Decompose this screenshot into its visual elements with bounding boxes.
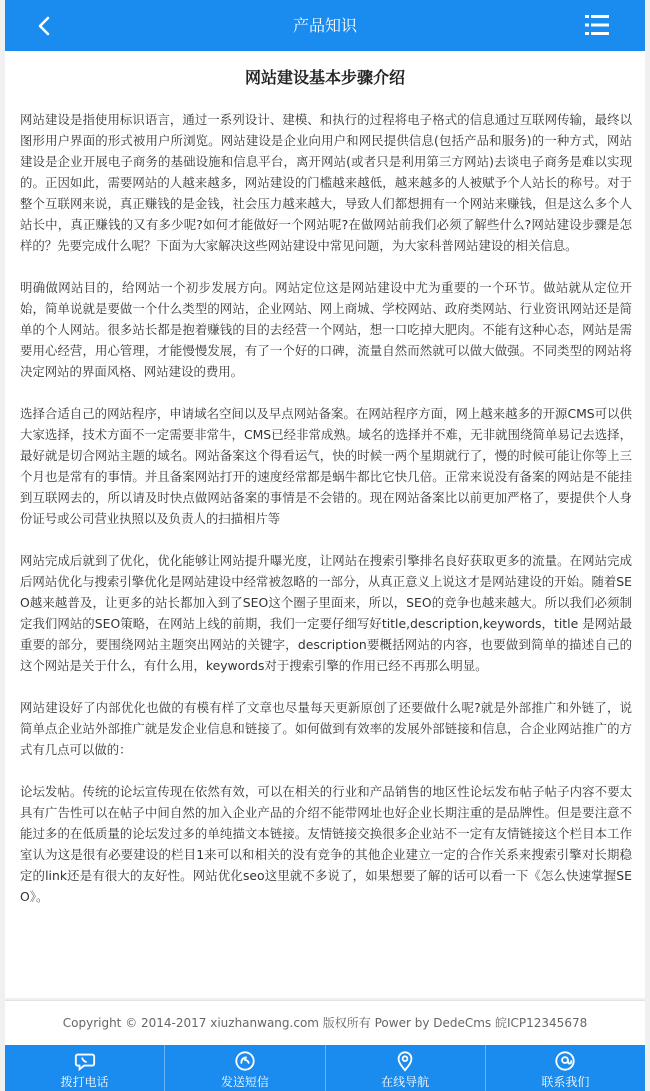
nav-map-button[interactable] [325,1045,485,1091]
article-paragraph: 网站完成后就到了优化，优化能够让网站提升曝光度，让网站在搜索引擎排名良好获取更多的流量。在网站完成后网站优化与搜索引擎优化是网站建设中经常被忽略的一部分，从真正意义上说这才是网站建设的开始。随着SEO越来越普及，让更多的站长都加入到了SEO这个圈子里面来，所以，SEO的竞争也越来越大。所以我们必须制定我们网站的SEO策略，在网站上线的前期，我们一定要仔细写好title,description,keywords，title 是网站最重要的部分，要围绕网站主题突出网站的关键字，description要概括网站的内容，也要做到简单的描述自己的这个网站是关于什么，有什么用，keywords对于搜索引擎的作用已经不再那么明显。 [20,553,632,673]
menu-button[interactable] [585,14,609,36]
phone-chat-icon [74,1050,96,1072]
article-body [20,109,632,928]
list-menu-icon [585,14,609,36]
article-paragraph: 明确做网站目的，给网站一个初步发展方向。网站定位这是网站建设中尤为重要的一个环节。做站就从定位开始，简单说就是要做一个什么类型的网站，企业网站、网上商城、学校网站、政府类网站、行业资讯网站还是简单的个人网站。很多站长都是抱着赚钱的目的去经营一个网站，想一口吃掉大肥肉。不能有这种心态，网站是需要用心经营，用心管理，才能慢慢发展，有了一个好的口碑，流量自然而然就可以做大做强。不同类型的网站将决定网站的界面风格、网站建设的费用。 [20,280,632,379]
article-paragraph: 论坛发帖。传统的论坛宣传现在依然有效，可以在相关的行业和产品销售的地区性论坛发布帖子帖子内容不要太具有广告性可以在帖子中间自然的加入企业产品的介绍不能带网址也好企业长期注重的是品牌性。但是要注意不能过多的在低质量的论坛发过多的单纯描文本链接。友情链接交换很多企业站不一定有友情链接这个栏目本工作室认为这是很有必要建设的栏目1来可以和相关的没有竞争的其他企业建立一定的合作关系来搜索引擎对长期稳定的link还是有很大的友好性。网站优化seo这里就不多说了，如果想要了解的话可以看一下《怎么快速掌握SEO》。 [20,784,632,904]
bottom-nav [5,1045,645,1091]
nav-sms-button[interactable] [164,1045,324,1091]
nav-label: 联系我们 [541,1075,590,1089]
article-paragraph: 网站建设好了内部优化也做的有模有样了文章也尽量每天更新原创了还要做什么呢?就是外部推广和外链了，说简单点企业站外部推广就是发企业信息和链接了。如何做到有效率的发展外部链接和信息，合企业网站推广的方式有几点可以做的： [20,700,632,757]
nav-label: 发送短信 [220,1075,269,1089]
page-title: 产品知识 [292,16,357,35]
article-container [5,51,645,998]
map-pin-icon [394,1050,416,1072]
article-paragraph: 选择合适自己的网站程序，申请域名空间以及早点网站备案。在网站程序方面，网上越来越多的开源CMS可以供大家选择，技术方面不一定需要非常牛，CMS已经非常成熟。域名的选择并不难，无非就围绕简单易记去选择，最好就是切合网站主题的域名。网站备案这个得看运气，快的时候一两个星期就行了，慢的时候可能让你等上三个月也是常有的事情。并且备案网站打开的速度经常都是蜗牛都比它快几倍。正常来说没有备案的网站是不能挂到互联网去的，所以请及时快点做网站备案的事情是不会错的。现在网站备案比以前更加严格了，要提供个人身份证号或公司营业执照以及负责人的扫描相片等 [20,406,632,526]
nav-contact-button[interactable] [485,1045,645,1091]
top-header [5,0,645,51]
nav-label: 拨打电话 [60,1075,109,1089]
contact-at-icon [554,1050,576,1072]
nav-call-button[interactable] [5,1045,164,1091]
article-paragraph: 网站建设是指使用标识语言，通过一系列设计、建模、和执行的过程将电子格式的信息通过互联网传输，最终以图形用户界面的形式被用户所浏览。网站建设是企业向用户和网民提供信息(包括产品和服务)的一种方式，网站建设是企业开展电子商务的基础设施和信息平台，离开网站(或者只是利用第三方网站)去谈电子商务是难以实现的。正因如此，需要网站的人越来越多，网站建设的门槛越来越低，越来越多的人被赋予个人站长的称号。对于整个互联网来说，真正赚钱的是金钱，社会压力越来越大，导致人们都想拥有一个网站来赚钱，但是这么多个人站长中，真正赚钱的又有多少呢?如何才能做好一个网站呢?在做网站前我们必须了解些什么?网站建设步骤是怎样的？先要完成什么呢？下面为大家解决这些网站建设中常见问题，为大家科普网站建设的相关信息。 [20,112,632,253]
footer-copyright: Copyright © 2014-2017 xiuzhanwang.com 版权所有 Power by DedeCms 皖ICP12345678 [5,1000,645,1045]
nav-label: 在线导航 [381,1075,430,1089]
message-send-icon [234,1050,256,1072]
article-title: 网站建设基本步骤介绍 [244,68,405,87]
